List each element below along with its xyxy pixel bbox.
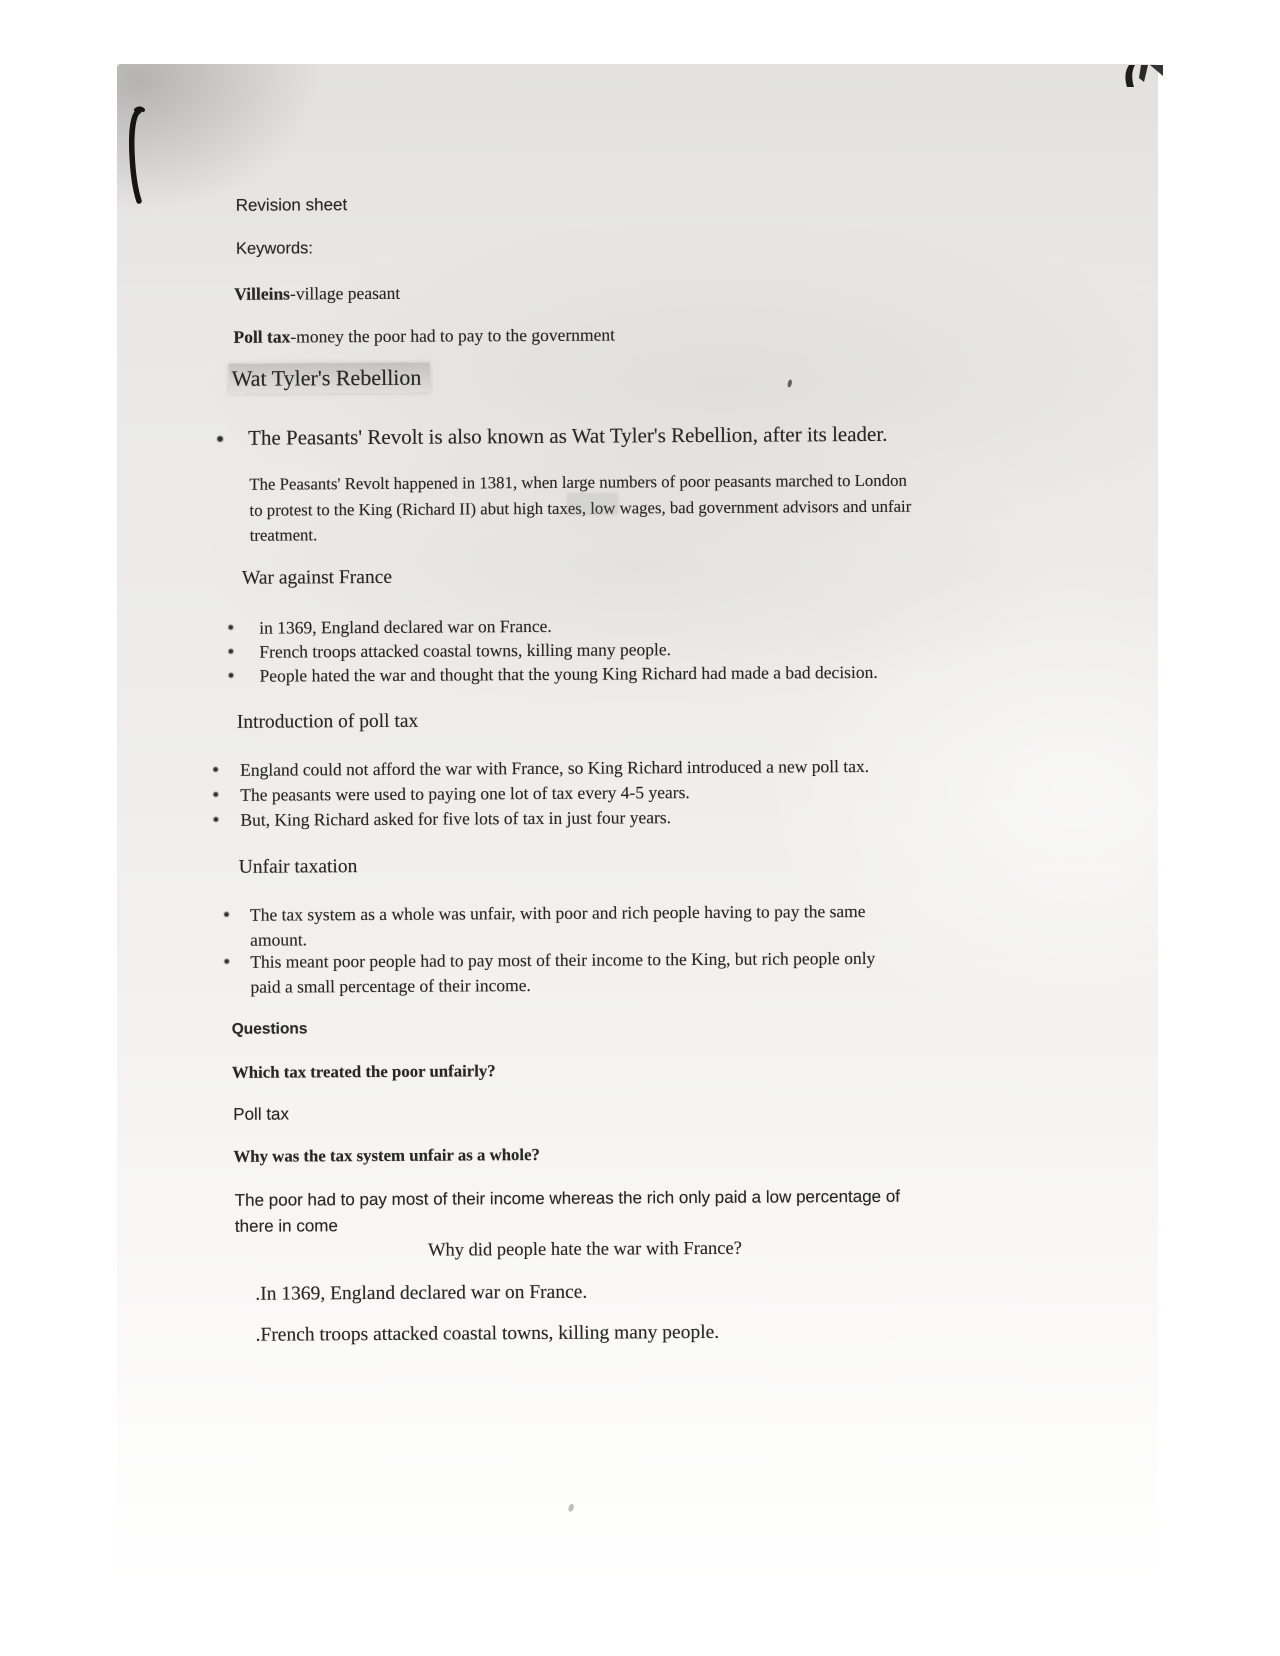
bullet-icon [224,959,229,964]
bullet-row [228,614,552,640]
bullet-text [250,946,875,1000]
paragraph-line: treatment. [249,525,318,545]
bullet-text: The peasants were used to paying one lot of tax every 4-5 years. [240,782,690,805]
bullet-icon [229,673,234,678]
bullet-icon [213,817,218,822]
keyword-poll-tax [233,324,615,347]
bullet-text: French troops attacked coastal towns, killing many people. [259,639,672,662]
answer-1: Poll tax [233,1104,290,1124]
bullet-row [228,637,671,664]
keyword-definition: -village peasant [289,282,401,304]
question-2: Why was the tax system unfair as a whole? [233,1144,540,1166]
bullet-icon [213,792,218,797]
answer-3-line-2: .French troops attacked coastal towns, killing many people. [255,1321,720,1346]
doc-title-highlight: Wat Tyler's Rebellion [229,363,430,394]
bullet-row [213,780,690,807]
bullet-row [213,754,869,782]
answer-line: there in come [234,1216,338,1236]
paragraph-line: The Peasants' Revolt happened in 1381, when large numbers of poor peasants marched to London [249,470,907,494]
bullet-line: amount. [250,929,308,950]
bullet-row [213,805,671,832]
bullet-text: in 1369, England declared war on France. [259,615,552,638]
bullet-icon [228,625,233,630]
highlight-mark-taxes [566,492,618,515]
keyword-definition: -money the poor had to pay to the government [290,324,616,347]
bullet-text [250,899,866,953]
keywords-label: Keywords: [235,239,314,258]
bullet-row [224,946,875,1000]
scanned-page [117,64,1158,1590]
bullet-row [228,660,877,688]
answer-line: The poor had to pay most of their income whereas the rich only paid a low percentage of [234,1186,901,1210]
bullet-line: This meant poor people had to pay most of their income to the King, but rich people only [250,947,876,972]
bullet-icon [224,912,229,917]
keyword-villeins [234,283,400,305]
paragraph-line: to protest to the King (Richard II) abut high taxes, low wages, bad government advisors and unfair [249,496,912,520]
keyword-term: Poll tax [233,326,291,347]
bullet-icon [217,436,223,442]
bullet-text: England could not afford the war with France, so King Richard introduced a new poll tax. [240,755,870,780]
bullet-line: The tax system as a whole was unfair, with poor and rich people having to pay the same [249,900,866,925]
doc-title [229,365,430,392]
bullet-icon [213,767,218,772]
document-content [113,60,1163,1592]
section-heading-unfair-taxation: Unfair taxation [238,856,358,878]
bullet-icon [228,649,233,654]
bullet-line: paid a small percentage of their income. [250,975,531,997]
doc-header: Revision sheet [235,195,348,215]
lead-bullet-text: The Peasants' Revolt is also known as Wat Tyler's Rebellion, after its leader. [248,421,888,450]
bullet-text: People hated the war and thought that the young King Richard had made a bad decision. [259,661,878,686]
keyword-term: Villeins [234,283,291,304]
bullet-row [224,899,866,953]
answer-2 [235,1184,901,1240]
section-heading-war: War against France [241,566,393,589]
section-heading-poll-tax: Introduction of poll tax [236,710,419,733]
bullet-text: But, King Richard asked for five lots of tax in just four years. [240,807,672,830]
ink-speck [567,1503,574,1512]
question-1: Which tax treated the poor unfairly? [231,1061,496,1082]
question-3: Why did people hate the war with France? [427,1238,742,1261]
lead-bullet-row [217,419,1077,453]
ink-speck [787,379,793,388]
answer-3-line-1: .In 1369, England declared war on France. [255,1281,588,1305]
questions-label: Questions [231,1020,308,1038]
